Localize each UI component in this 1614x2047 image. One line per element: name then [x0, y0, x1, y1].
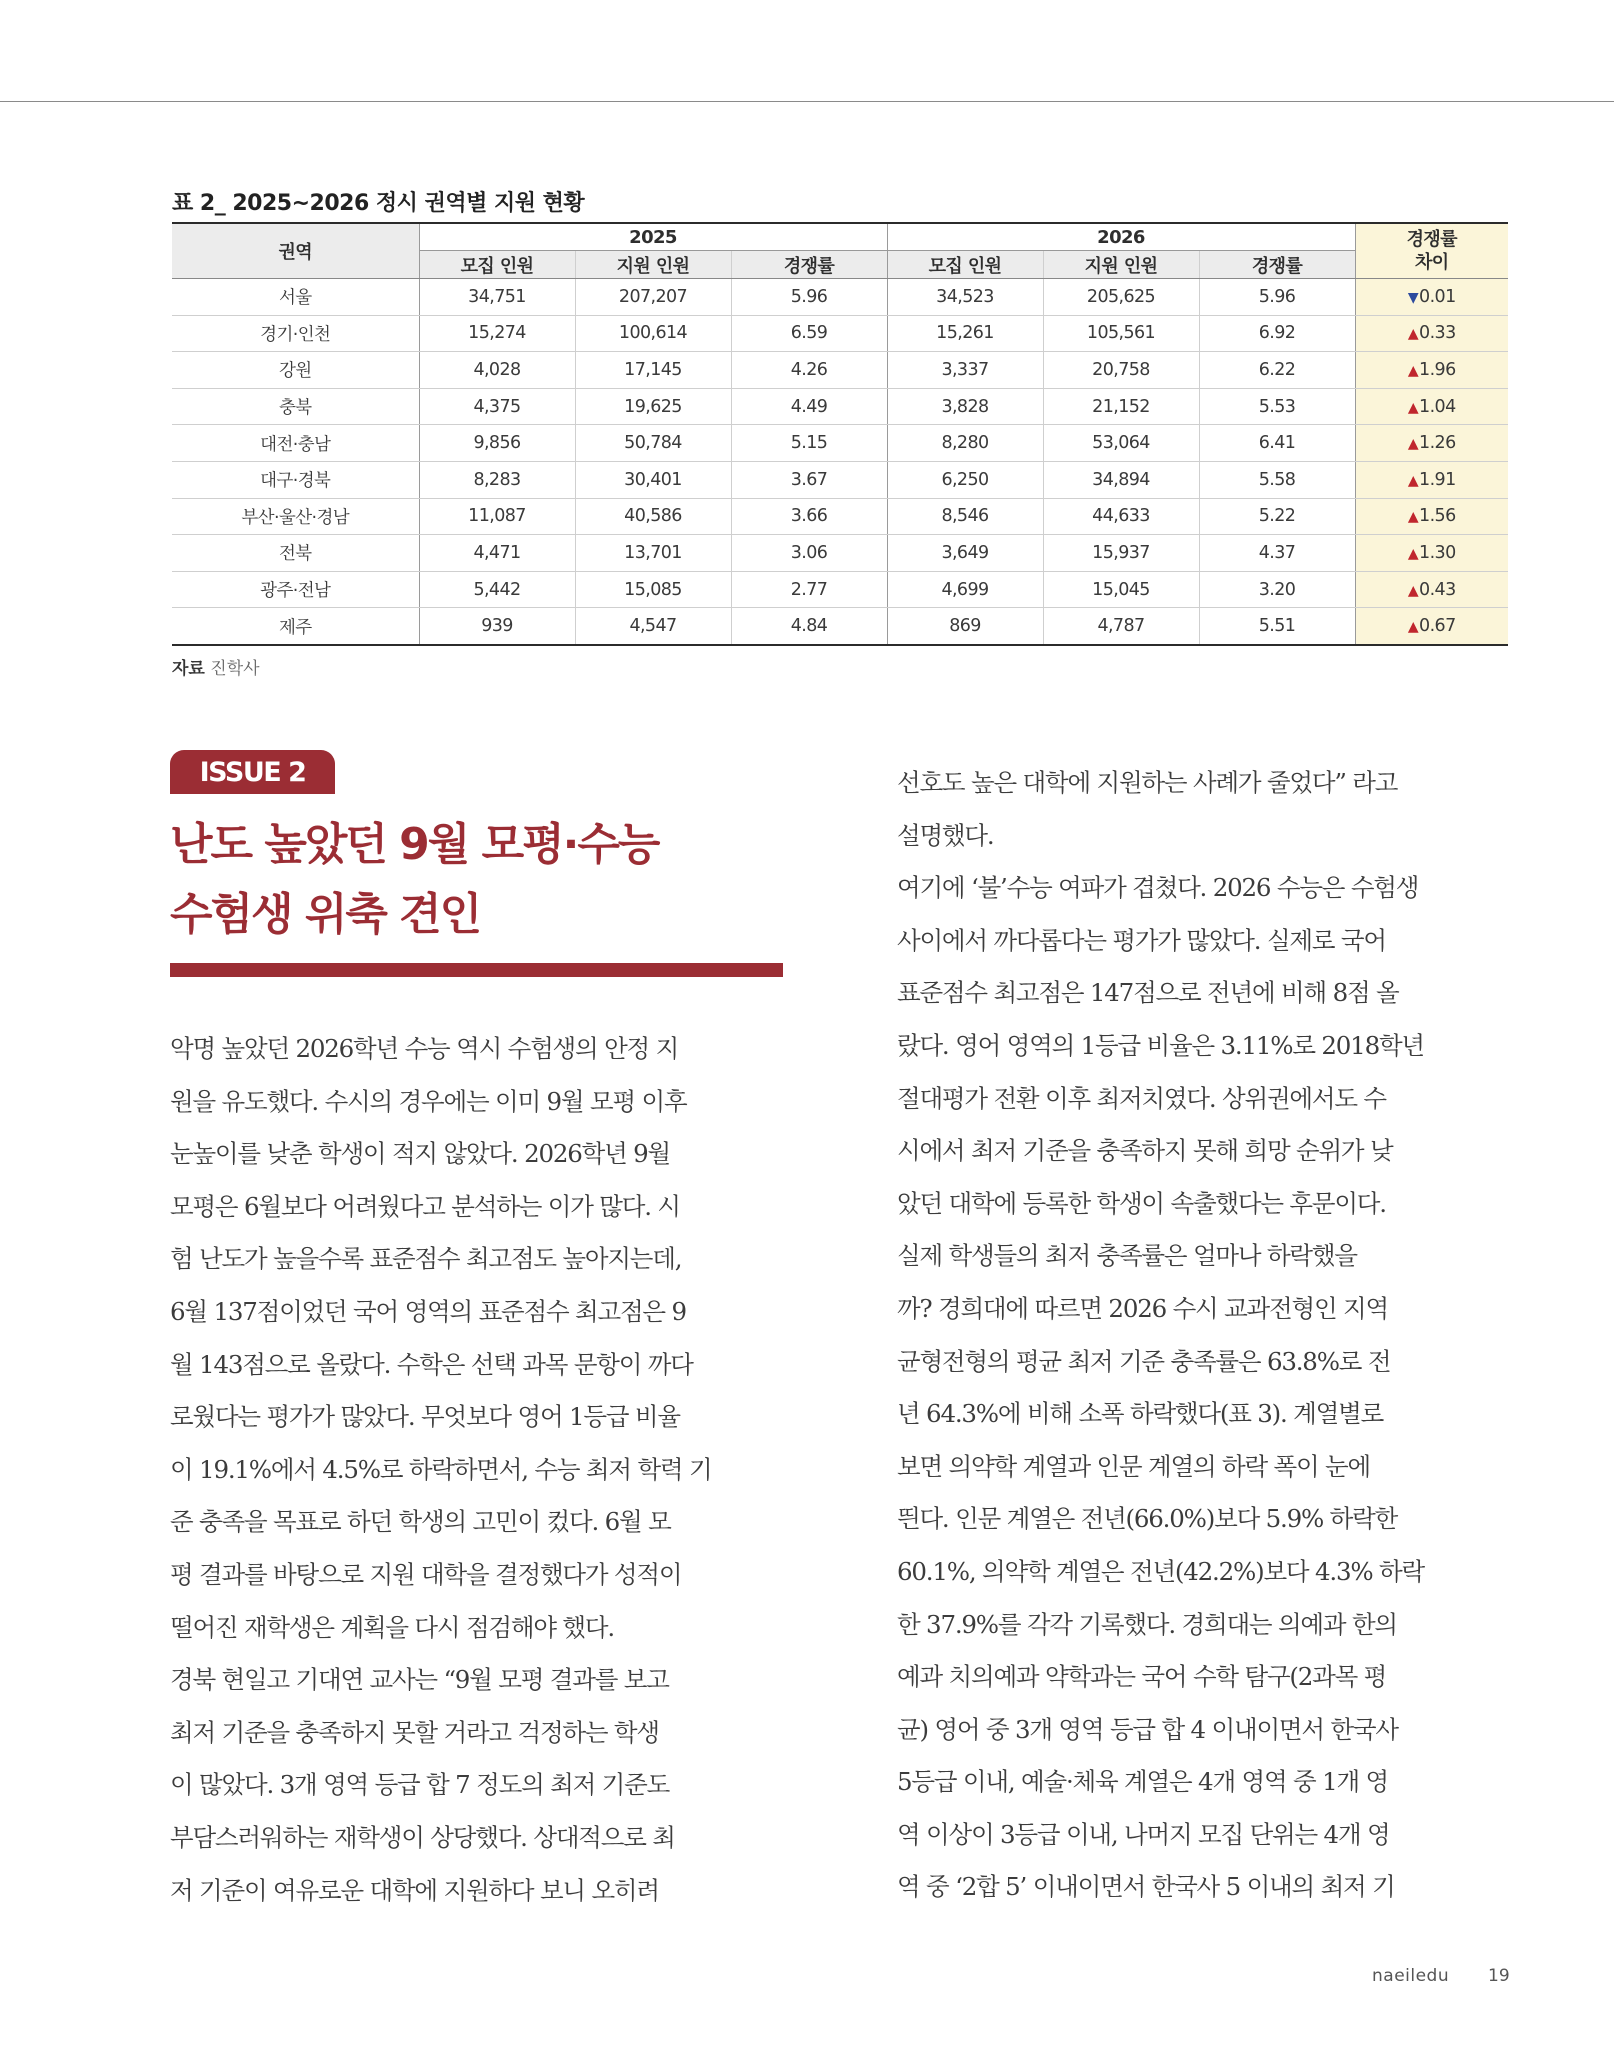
body-line: 6월 137점이었던 국어 영역의 표준점수 최고점은 9 — [170, 1296, 686, 1326]
header-sub-ratio-2025: 경쟁률 — [731, 251, 887, 279]
applicants-2026-cell: 15,045 — [1043, 571, 1199, 608]
region-cell: 충북 — [172, 388, 419, 425]
header-diff-line1: 경쟁률 — [1406, 229, 1457, 250]
body-line: 역 중 ‘2합 5’ 이내이면서 한국사 5 이내의 최저 기 — [897, 1872, 1395, 1902]
region-cell: 강원 — [172, 352, 419, 389]
applicants-2025-cell: 207,207 — [575, 279, 731, 316]
ratio-diff-value: 0.67 — [1419, 616, 1456, 637]
ratio-diff-value: 1.96 — [1419, 359, 1456, 380]
applicants-2026-cell: 15,937 — [1043, 535, 1199, 572]
body-line: 월 143점으로 올랐다. 수학은 선택 과목 문항이 까다 — [170, 1349, 693, 1379]
body-line: 사이에서 까다롭다는 평가가 많았다. 실제로 국어 — [897, 925, 1386, 955]
triangle-up-icon: ▲ — [1407, 582, 1419, 599]
table-row — [172, 388, 1508, 425]
ratio-diff-value: 0.33 — [1419, 323, 1456, 344]
body-line: 았던 대학에 등록한 학생이 속출했다는 후문이다. — [897, 1188, 1386, 1218]
ratio-diff-cell — [1355, 461, 1508, 498]
page-number: 19 — [1488, 1966, 1510, 1986]
triangle-up-icon: ▲ — [1407, 399, 1419, 416]
article-column-left — [170, 1023, 782, 1917]
quota-2026-cell: 4,699 — [887, 571, 1043, 608]
ratio-2025-cell: 5.96 — [731, 279, 887, 316]
body-line: 년 64.3%에 비해 소폭 하락했다(표 3). 계열별로 — [897, 1399, 1384, 1429]
quota-2026-cell: 3,828 — [887, 388, 1043, 425]
quota-2025-cell: 4,471 — [419, 535, 575, 572]
header-region: 권역 — [172, 223, 419, 279]
ratio-2026-cell: 6.22 — [1199, 352, 1355, 389]
ratio-2026-cell: 6.41 — [1199, 425, 1355, 462]
body-line: 부담스러워하는 재학생이 상당했다. 상대적으로 최 — [170, 1822, 675, 1852]
header-diff — [1355, 223, 1508, 279]
footer-brand: naeiledu — [1372, 1966, 1450, 1986]
triangle-up-icon: ▲ — [1407, 326, 1419, 343]
body-line: 시에서 최저 기준을 충족하지 못해 희망 순위가 낮 — [897, 1136, 1393, 1166]
ratio-2025-cell: 5.15 — [731, 425, 887, 462]
ratio-2025-cell: 4.84 — [731, 608, 887, 645]
body-line: 이 19.1%에서 4.5%로 하락하면서, 수능 최저 학력 기 — [170, 1454, 712, 1484]
ratio-2026-cell: 4.37 — [1199, 535, 1355, 572]
triangle-up-icon: ▲ — [1407, 509, 1419, 526]
region-cell: 대구·경북 — [172, 461, 419, 498]
body-line: 여기에 ‘불’수능 여파가 겹쳤다. 2026 수능은 수험생 — [897, 873, 1419, 903]
ratio-2025-cell: 4.26 — [731, 352, 887, 389]
quota-2026-cell: 34,523 — [887, 279, 1043, 316]
region-cell: 서울 — [172, 279, 419, 316]
region-cell: 경기·인천 — [172, 315, 419, 352]
applicants-2026-cell: 34,894 — [1043, 461, 1199, 498]
article-column-right — [897, 757, 1509, 1914]
quota-2026-cell: 6,250 — [887, 461, 1043, 498]
ratio-2026-cell: 5.53 — [1199, 388, 1355, 425]
quota-2026-cell: 8,546 — [887, 498, 1043, 535]
headline-rule — [170, 963, 783, 977]
quota-2026-cell: 8,280 — [887, 425, 1043, 462]
triangle-up-icon: ▲ — [1407, 545, 1419, 562]
applicants-2026-cell: 105,561 — [1043, 315, 1199, 352]
body-line: 이 많았다. 3개 영역 등급 합 7 정도의 최저 기준도 — [170, 1770, 670, 1800]
quota-2025-cell: 8,283 — [419, 461, 575, 498]
table-row — [172, 352, 1508, 389]
table-row — [172, 425, 1508, 462]
region-cell: 제주 — [278, 617, 312, 638]
headline-line: 난도 높았던 9월 모평·수능 — [170, 819, 659, 870]
header-diff-line2: 차이 — [1414, 252, 1449, 273]
table-title: 표 2_ 2025~2026 정시 권역별 지원 현황 — [172, 191, 585, 216]
ratio-diff-cell — [1355, 352, 1508, 389]
ratio-diff-cell — [1355, 571, 1508, 608]
body-line: 저 기준이 여유로운 대학에 지원하다 보니 오히려 — [170, 1875, 659, 1905]
body-line: 균형전형의 평균 최저 기준 충족률은 63.8%로 전 — [897, 1346, 1391, 1376]
body-line: 눈높이를 낮춘 학생이 적지 않았다. 2026학년 9월 — [170, 1139, 670, 1169]
applicants-2026-cell: 20,758 — [1043, 352, 1199, 389]
applicants-2026-cell: 21,152 — [1043, 388, 1199, 425]
ratio-diff-cell — [1355, 279, 1508, 316]
ratio-2025-cell: 3.06 — [731, 535, 887, 572]
quota-2025-cell: 11,087 — [419, 498, 575, 535]
quota-2026-cell: 3,337 — [887, 352, 1043, 389]
ratio-2026-cell: 3.20 — [1199, 571, 1355, 608]
ratio-diff-cell — [1355, 388, 1508, 425]
quota-2025-cell: 9,856 — [419, 425, 575, 462]
body-line: 경북 현일고 기대연 교사는 “9월 모평 결과를 보고 — [170, 1665, 669, 1695]
body-line: 표준점수 최고점은 147점으로 전년에 비해 8점 올 — [897, 978, 1399, 1008]
quota-2025-cell: 4,028 — [419, 352, 575, 389]
header-year-2026: 2026 — [887, 223, 1355, 251]
region-cell: 광주·전남 — [172, 571, 419, 608]
body-line: 평 결과를 바탕으로 지원 대학을 결정했다가 성적이 — [170, 1559, 682, 1589]
ratio-diff-value: 1.91 — [1419, 469, 1456, 490]
table-row — [172, 315, 1508, 352]
quota-2026-cell: 15,261 — [887, 315, 1043, 352]
ratio-2026-cell: 5.51 — [1199, 608, 1355, 645]
applicants-2026-cell: 4,787 — [1043, 608, 1199, 645]
body-line: 절대평가 전환 이후 최저치였다. 상위권에서도 수 — [897, 1083, 1386, 1113]
ratio-diff-value: 1.30 — [1419, 542, 1456, 563]
header-year-2025: 2025 — [419, 223, 887, 251]
body-line: 랐다. 영어 영역의 1등급 비율은 3.11%로 2018학년 — [897, 1030, 1424, 1060]
ratio-2026-cell: 5.96 — [1199, 279, 1355, 316]
ratio-diff-value: 1.56 — [1419, 506, 1456, 527]
applicants-2025-cell: 4,547 — [575, 608, 731, 645]
applicants-2025-cell: 19,625 — [575, 388, 731, 425]
applicants-2025-cell: 15,085 — [575, 571, 731, 608]
triangle-up-icon: ▲ — [1407, 436, 1419, 453]
quota-2025-cell: 34,751 — [419, 279, 575, 316]
body-line: 설명했다. — [897, 820, 994, 850]
headline-line: 수험생 위축 견인 — [170, 889, 481, 940]
ratio-diff-cell — [1355, 425, 1508, 462]
ratio-2026-cell: 5.58 — [1199, 461, 1355, 498]
quota-2025-cell: 4,375 — [419, 388, 575, 425]
table-row — [172, 279, 1508, 316]
body-line: 까? 경희대에 따르면 2026 수시 교과전형인 지역 — [897, 1293, 1388, 1323]
triangle-up-icon: ▲ — [1407, 619, 1419, 636]
ratio-2025-cell: 4.49 — [731, 388, 887, 425]
body-line: 원을 유도했다. 수시의 경우에는 이미 9월 모평 이후 — [170, 1086, 687, 1116]
body-line: 모평은 6월보다 어려웠다고 분석하는 이가 많다. 시 — [170, 1191, 680, 1221]
body-line: 역 이상이 3등급 이내, 나머지 모집 단위는 4개 영 — [897, 1819, 1390, 1849]
body-line: 실제 학생들의 최저 충족률은 얼마나 하락했을 — [897, 1241, 1357, 1271]
table-source — [172, 654, 260, 679]
body-line: 균) 영어 중 3개 영역 등급 합 4 이내이면서 한국사 — [897, 1714, 1398, 1744]
issue-badge: ISSUE 2 — [170, 750, 335, 794]
applicants-2026-cell: 44,633 — [1043, 498, 1199, 535]
applicants-2025-cell: 40,586 — [575, 498, 731, 535]
applicants-2025-cell: 50,784 — [575, 425, 731, 462]
body-line: 60.1%, 의약학 계열은 전년(42.2%)보다 4.3% 하락 — [897, 1556, 1424, 1586]
ratio-diff-cell — [1355, 315, 1508, 352]
table-row — [172, 608, 1508, 645]
triangle-up-icon: ▲ — [1407, 472, 1419, 489]
applicants-2026-cell: 53,064 — [1043, 425, 1199, 462]
body-line: 한 37.9%를 각각 기록했다. 경희대는 의예과 한의 — [897, 1609, 1397, 1639]
body-line: 준 충족을 목표로 하던 학생의 고민이 컸다. 6월 모 — [170, 1507, 671, 1537]
ratio-diff-value: 0.01 — [1419, 286, 1456, 307]
quota-2025-cell: 5,442 — [419, 571, 575, 608]
ratio-diff-value: 1.04 — [1419, 396, 1456, 417]
table-row — [172, 535, 1508, 572]
header-sub-applicants-2025: 지원 인원 — [575, 251, 731, 279]
body-line: 선호도 높은 대학에 지원하는 사례가 줄었다” 라고 — [897, 768, 1398, 797]
ratio-diff-cell — [1355, 498, 1508, 535]
applicants-2025-cell: 17,145 — [575, 352, 731, 389]
body-line: 악명 높았던 2026학년 수능 역시 수험생의 안정 지 — [170, 1034, 679, 1063]
body-line: 험 난도가 높을수록 표준점수 최고점도 높아지는데, — [170, 1244, 682, 1274]
region-cell: 부산·울산·경남 — [172, 498, 419, 535]
ratio-2025-cell: 2.77 — [731, 571, 887, 608]
article-headline — [170, 810, 820, 950]
applicants-2026-cell: 205,625 — [1043, 279, 1199, 316]
table-row — [172, 461, 1508, 498]
applicants-2025-cell: 30,401 — [575, 461, 731, 498]
ratio-diff-cell — [1355, 535, 1508, 572]
body-line: 5등급 이내, 예술·체육 계열은 4개 영역 중 1개 영 — [897, 1767, 1388, 1797]
region-cell: 대전·충남 — [172, 425, 419, 462]
body-line: 예과 치의예과 약학과는 국어 수학 탐구(2과목 평 — [897, 1662, 1387, 1692]
ratio-2025-cell: 3.66 — [731, 498, 887, 535]
body-line: 최저 기준을 충족하지 못할 거라고 걱정하는 학생 — [170, 1717, 659, 1747]
triangle-down-icon: ▼ — [1407, 289, 1419, 306]
ratio-2026-cell: 5.22 — [1199, 498, 1355, 535]
regional-applications-table — [172, 222, 1508, 646]
header-sub-applicants-2026: 지원 인원 — [1043, 251, 1199, 279]
header-sub-quota-2026: 모집 인원 — [887, 251, 1043, 279]
ratio-diff-value: 1.26 — [1419, 433, 1456, 454]
header-sub-ratio-2026: 경쟁률 — [1199, 251, 1355, 279]
quota-2026-cell: 869 — [887, 608, 1043, 645]
ratio-diff-value: 0.43 — [1419, 579, 1456, 600]
table-row — [172, 571, 1508, 608]
top-rule — [0, 101, 1614, 102]
ratio-2025-cell: 3.67 — [731, 461, 887, 498]
source-label: 자료 — [172, 659, 205, 679]
body-line: 로웠다는 평가가 많았다. 무엇보다 영어 1등급 비율 — [170, 1402, 680, 1432]
source-value: 진학사 — [210, 659, 260, 679]
region-cell: 전북 — [172, 535, 419, 572]
ratio-diff-cell — [1355, 608, 1508, 645]
ratio-2025-cell: 6.59 — [731, 315, 887, 352]
body-line: 보면 의약학 계열과 인문 계열의 하락 폭이 눈에 — [897, 1451, 1370, 1481]
table-row — [172, 498, 1508, 535]
triangle-up-icon: ▲ — [1407, 362, 1419, 379]
quota-2025-cell: 939 — [419, 608, 575, 645]
quota-2025-cell: 15,274 — [419, 315, 575, 352]
body-line: 떨어진 재학생은 계획을 다시 점검해야 했다. — [170, 1612, 614, 1642]
header-sub-quota-2025: 모집 인원 — [419, 251, 575, 279]
quota-2026-cell: 3,649 — [887, 535, 1043, 572]
applicants-2025-cell: 13,701 — [575, 535, 731, 572]
ratio-2026-cell: 6.92 — [1199, 315, 1355, 352]
applicants-2025-cell: 100,614 — [575, 315, 731, 352]
body-line: 띈다. 인문 계열은 전년(66.0%)보다 5.9% 하락한 — [897, 1504, 1398, 1534]
